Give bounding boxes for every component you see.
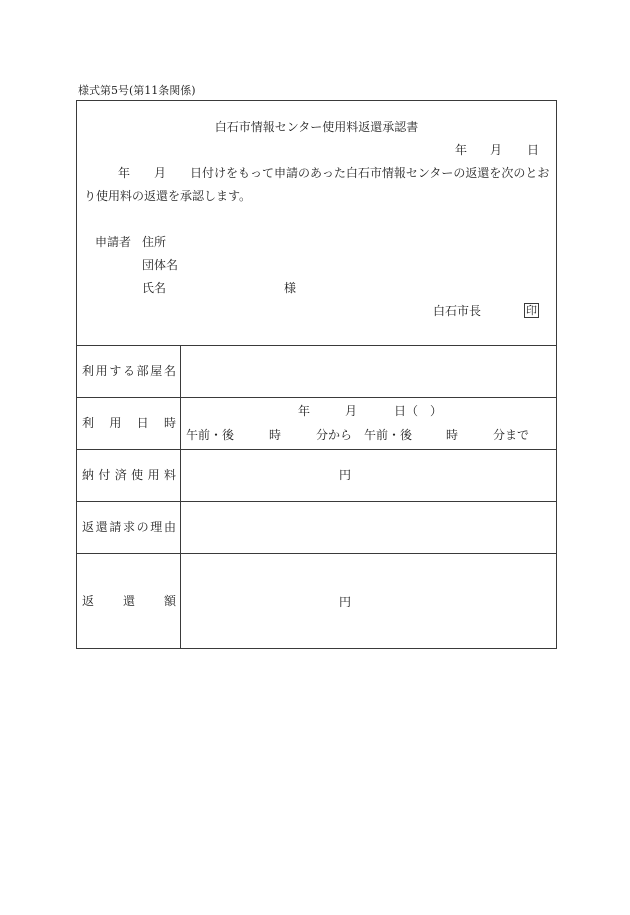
body-text-line-1: 日付けをもって申請のあった白石市情報センターの返還を次のとお (190, 166, 550, 180)
label-char: 利 (82, 364, 95, 378)
end-am-pm-label: 午前・後 (364, 428, 413, 442)
label-char: 用 (109, 416, 122, 430)
label-char: 額 (163, 594, 176, 608)
label-char: 返 (82, 594, 95, 608)
form-number: 様式第5号(第11条関係) (78, 84, 196, 97)
applicant-heading: 申請者 (95, 235, 132, 249)
room-name-value-cell (181, 346, 556, 397)
label-char: 付 (98, 468, 111, 482)
applicant-honorific: 様 (284, 281, 297, 295)
room-name-label (82, 364, 176, 378)
label-char: 使 (131, 468, 144, 482)
label-char: る (122, 364, 135, 378)
refund-amount-label (82, 594, 176, 608)
usage-year-label: 年 (298, 404, 311, 418)
applicant-name-label: 氏名 (142, 281, 167, 295)
label-char: 済 (114, 468, 127, 482)
start-am-pm-label: 午前・後 (186, 428, 235, 442)
start-minute-label: 分から (316, 428, 353, 442)
label-char: 求 (122, 520, 135, 534)
applicant-address-label: 住所 (142, 235, 167, 249)
label-char: の (136, 520, 149, 534)
end-hour-label: 時 (446, 428, 459, 442)
refund-reason-value-cell (181, 502, 556, 553)
paid-fee-value-cell (181, 450, 556, 501)
label-char: 用 (147, 468, 160, 482)
label-char: 用 (95, 364, 108, 378)
refund-amount-value-cell (181, 554, 556, 648)
form-title: 白石市情報センター使用料返還承認書 (214, 120, 419, 134)
paid-fee-label (82, 468, 176, 482)
usage-month-label: 月 (345, 404, 358, 418)
usage-day-weekday-label: 日（ ） (394, 404, 443, 418)
usage-datetime-label (82, 416, 176, 430)
applicant-organization-label: 団体名 (142, 258, 179, 272)
label-char: 名 (163, 364, 176, 378)
approver-title: 白石市長 (433, 304, 482, 318)
label-char: 由 (163, 520, 176, 534)
issue-date-day-label: 日 (527, 143, 540, 157)
body-year-label: 年 (118, 166, 131, 180)
label-char: 還 (95, 520, 108, 534)
seal-mark: 印 (526, 304, 537, 317)
body-text-line-2: り使用料の返還を承認します。 (84, 189, 252, 203)
label-char: す (109, 364, 122, 378)
issue-date-month-label: 月 (490, 143, 503, 157)
refund-amount-yen-unit: 円 (339, 595, 352, 609)
body-month-label: 月 (154, 166, 167, 180)
end-minute-label: 分まで (493, 428, 530, 442)
refund-reason-label (82, 520, 176, 534)
label-char: 屋 (150, 364, 163, 378)
label-char: 請 (109, 520, 122, 534)
label-char: 利 (82, 416, 95, 430)
start-hour-label: 時 (269, 428, 282, 442)
label-char: 返 (82, 520, 95, 534)
label-char: 納 (82, 468, 95, 482)
label-char: 理 (150, 520, 163, 534)
label-char: 料 (163, 468, 176, 482)
label-char: 還 (122, 594, 135, 608)
issue-date-year-label: 年 (455, 143, 468, 157)
label-char: 部 (136, 364, 149, 378)
label-char: 時 (163, 416, 176, 430)
paid-fee-yen-unit: 円 (339, 468, 352, 482)
label-char: 日 (136, 416, 149, 430)
